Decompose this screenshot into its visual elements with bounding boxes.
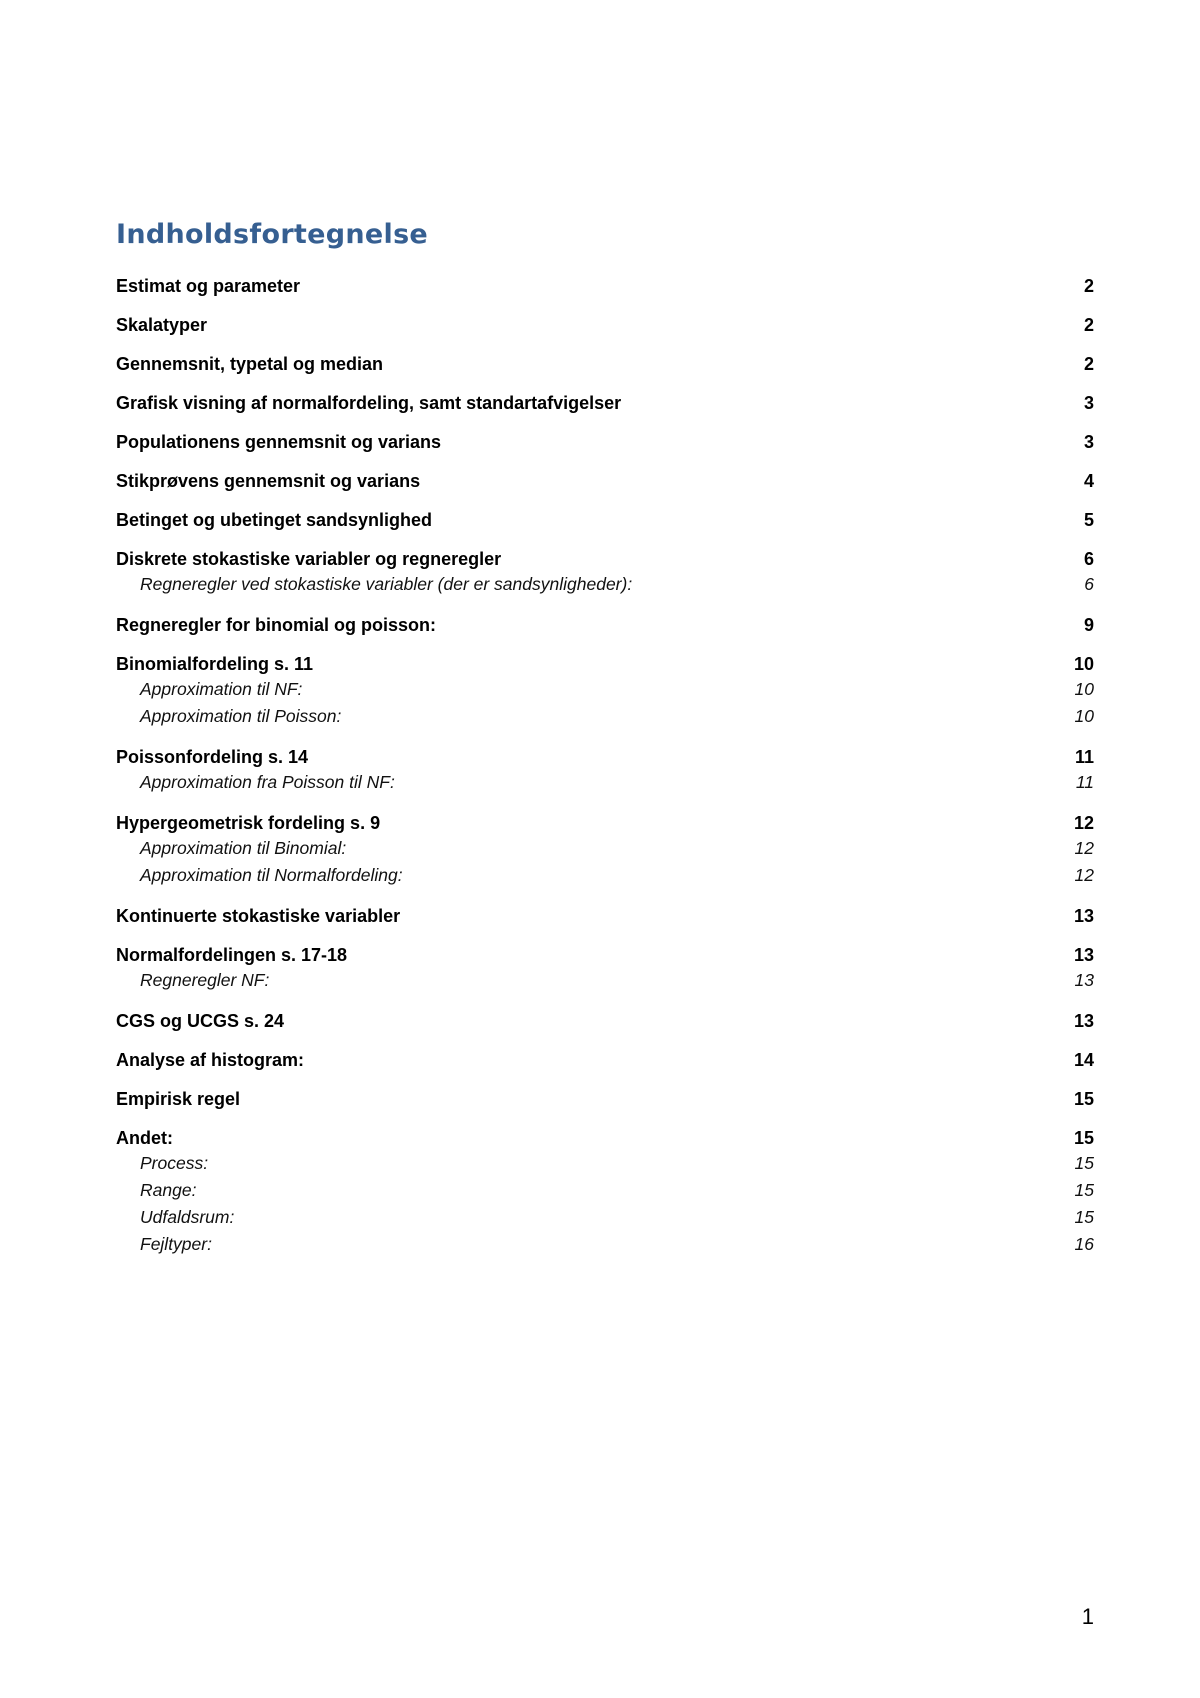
toc-entry[interactable] bbox=[116, 1080, 1094, 1119]
toc-entry-page: 14 bbox=[1073, 1050, 1094, 1070]
toc-subentry[interactable] bbox=[116, 1231, 1094, 1258]
toc-subentry-page: 16 bbox=[1074, 1234, 1094, 1254]
toc-subentry[interactable] bbox=[116, 571, 1094, 598]
toc-subentry-label: Approximation til Poisson: bbox=[140, 706, 342, 726]
toc-entry[interactable] bbox=[116, 1041, 1094, 1080]
toc-entry-page: 5 bbox=[1083, 510, 1094, 530]
toc-entry-label: Poissonfordeling s. 14 bbox=[116, 747, 309, 767]
toc-entry-label: Skalatyper bbox=[116, 315, 208, 335]
toc-entry-page: 13 bbox=[1073, 1011, 1094, 1031]
toc-subentry-page: 15 bbox=[1074, 1153, 1094, 1173]
toc-entry[interactable] bbox=[116, 1002, 1094, 1041]
toc-entry-page: 12 bbox=[1073, 813, 1094, 833]
table-of-contents bbox=[116, 267, 1094, 1266]
toc-subentry[interactable] bbox=[116, 835, 1094, 862]
toc-entry-page: 10 bbox=[1073, 654, 1094, 674]
toc-entry-label: Grafisk visning af normalfordeling, samt standartafvigelser bbox=[116, 393, 622, 413]
toc-entry-page: 2 bbox=[1083, 315, 1094, 335]
toc-entry-page: 9 bbox=[1083, 615, 1094, 635]
toc-subentry[interactable] bbox=[116, 967, 1094, 994]
toc-entry[interactable] bbox=[116, 462, 1094, 501]
toc-subentry-page: 12 bbox=[1074, 838, 1094, 858]
toc-subentry-page: 15 bbox=[1074, 1207, 1094, 1227]
toc-subentry[interactable] bbox=[116, 676, 1094, 703]
toc-subentry-label: Regneregler ved stokastiske variabler (der er sandsynligheder): bbox=[140, 574, 633, 594]
toc-entry-label: Binomialfordeling s. 11 bbox=[116, 654, 314, 674]
toc-entry-label: Betinget og ubetinget sandsynlighed bbox=[116, 510, 433, 530]
toc-entry-page: 3 bbox=[1083, 432, 1094, 452]
toc-entry-label: Analyse af histogram: bbox=[116, 1050, 305, 1070]
toc-entry-label: Normalfordelingen s. 17-18 bbox=[116, 945, 348, 965]
toc-entry-label: Andet: bbox=[116, 1128, 173, 1148]
toc-subentry-label: Range: bbox=[140, 1180, 197, 1200]
toc-subentry[interactable] bbox=[116, 862, 1094, 889]
toc-subentry-label: Approximation til Normalfordeling: bbox=[140, 865, 403, 885]
toc-subentry-page: 15 bbox=[1074, 1180, 1094, 1200]
page-number: 1 bbox=[1081, 1604, 1094, 1629]
toc-entry-page: 15 bbox=[1073, 1128, 1094, 1148]
toc-heading: Indholdsfortegnelse bbox=[116, 219, 429, 250]
toc-entry[interactable] bbox=[116, 384, 1094, 423]
toc-subentry-label: Fejltyper: bbox=[140, 1234, 212, 1254]
toc-entry[interactable] bbox=[116, 606, 1094, 645]
toc-entry-page: 15 bbox=[1073, 1089, 1094, 1109]
toc-entry-page: 13 bbox=[1073, 945, 1094, 965]
toc-entry-label: Empirisk regel bbox=[116, 1089, 241, 1109]
toc-entry-page: 3 bbox=[1083, 393, 1094, 413]
toc-entry-label: Kontinuerte stokastiske variabler bbox=[116, 906, 401, 926]
toc-entry-label: Regneregler for binomial og poisson: bbox=[116, 615, 437, 635]
toc-subentry[interactable] bbox=[116, 769, 1094, 796]
toc-entry-label: Hypergeometrisk fordeling s. 9 bbox=[116, 813, 381, 833]
toc-entry-page: 4 bbox=[1083, 471, 1094, 491]
toc-entry-page: 6 bbox=[1083, 549, 1094, 569]
toc-subentry-label: Approximation til Binomial: bbox=[140, 838, 347, 858]
toc-entry[interactable] bbox=[116, 423, 1094, 462]
toc-subentry-page: 10 bbox=[1074, 679, 1094, 699]
toc-entry-label: Diskrete stokastiske variabler og regneregler bbox=[116, 549, 502, 569]
toc-entry[interactable] bbox=[116, 345, 1094, 384]
toc-subentry-label: Regneregler NF: bbox=[140, 970, 270, 990]
toc-subentry-page: 6 bbox=[1084, 574, 1094, 594]
toc-subentry-page: 13 bbox=[1074, 970, 1094, 990]
toc-subentry-label: Approximation til NF: bbox=[140, 679, 303, 699]
toc-entry-page: 11 bbox=[1074, 747, 1094, 767]
toc-entry[interactable] bbox=[116, 897, 1094, 936]
toc-entry[interactable] bbox=[116, 267, 1094, 306]
toc-entry-page: 2 bbox=[1083, 354, 1094, 374]
toc-entry-page: 13 bbox=[1073, 906, 1094, 926]
toc-subentry-page: 12 bbox=[1074, 865, 1094, 885]
toc-entry[interactable] bbox=[116, 501, 1094, 540]
toc-subentry-label: Approximation fra Poisson til NF: bbox=[140, 772, 395, 792]
toc-entry-label: Gennemsnit, typetal og median bbox=[116, 354, 384, 374]
toc-subentry-label: Process: bbox=[140, 1153, 209, 1173]
toc-entry-page: 2 bbox=[1083, 276, 1094, 296]
toc-subentry[interactable] bbox=[116, 703, 1094, 730]
toc-entry-label: Estimat og parameter bbox=[116, 276, 301, 296]
toc-subentry[interactable] bbox=[116, 1204, 1094, 1231]
toc-subentry-page: 11 bbox=[1075, 772, 1094, 792]
toc-entry[interactable] bbox=[116, 306, 1094, 345]
toc-subentry-label: Udfaldsrum: bbox=[140, 1207, 235, 1227]
toc-subentry[interactable] bbox=[116, 1177, 1094, 1204]
toc-entry-label: CGS og UCGS s. 24 bbox=[116, 1011, 285, 1031]
toc-entry-label: Stikprøvens gennemsnit og varians bbox=[116, 471, 421, 491]
toc-subentry-page: 10 bbox=[1074, 706, 1094, 726]
toc-entry-label: Populationens gennemsnit og varians bbox=[116, 432, 442, 452]
toc-subentry[interactable] bbox=[116, 1150, 1094, 1177]
